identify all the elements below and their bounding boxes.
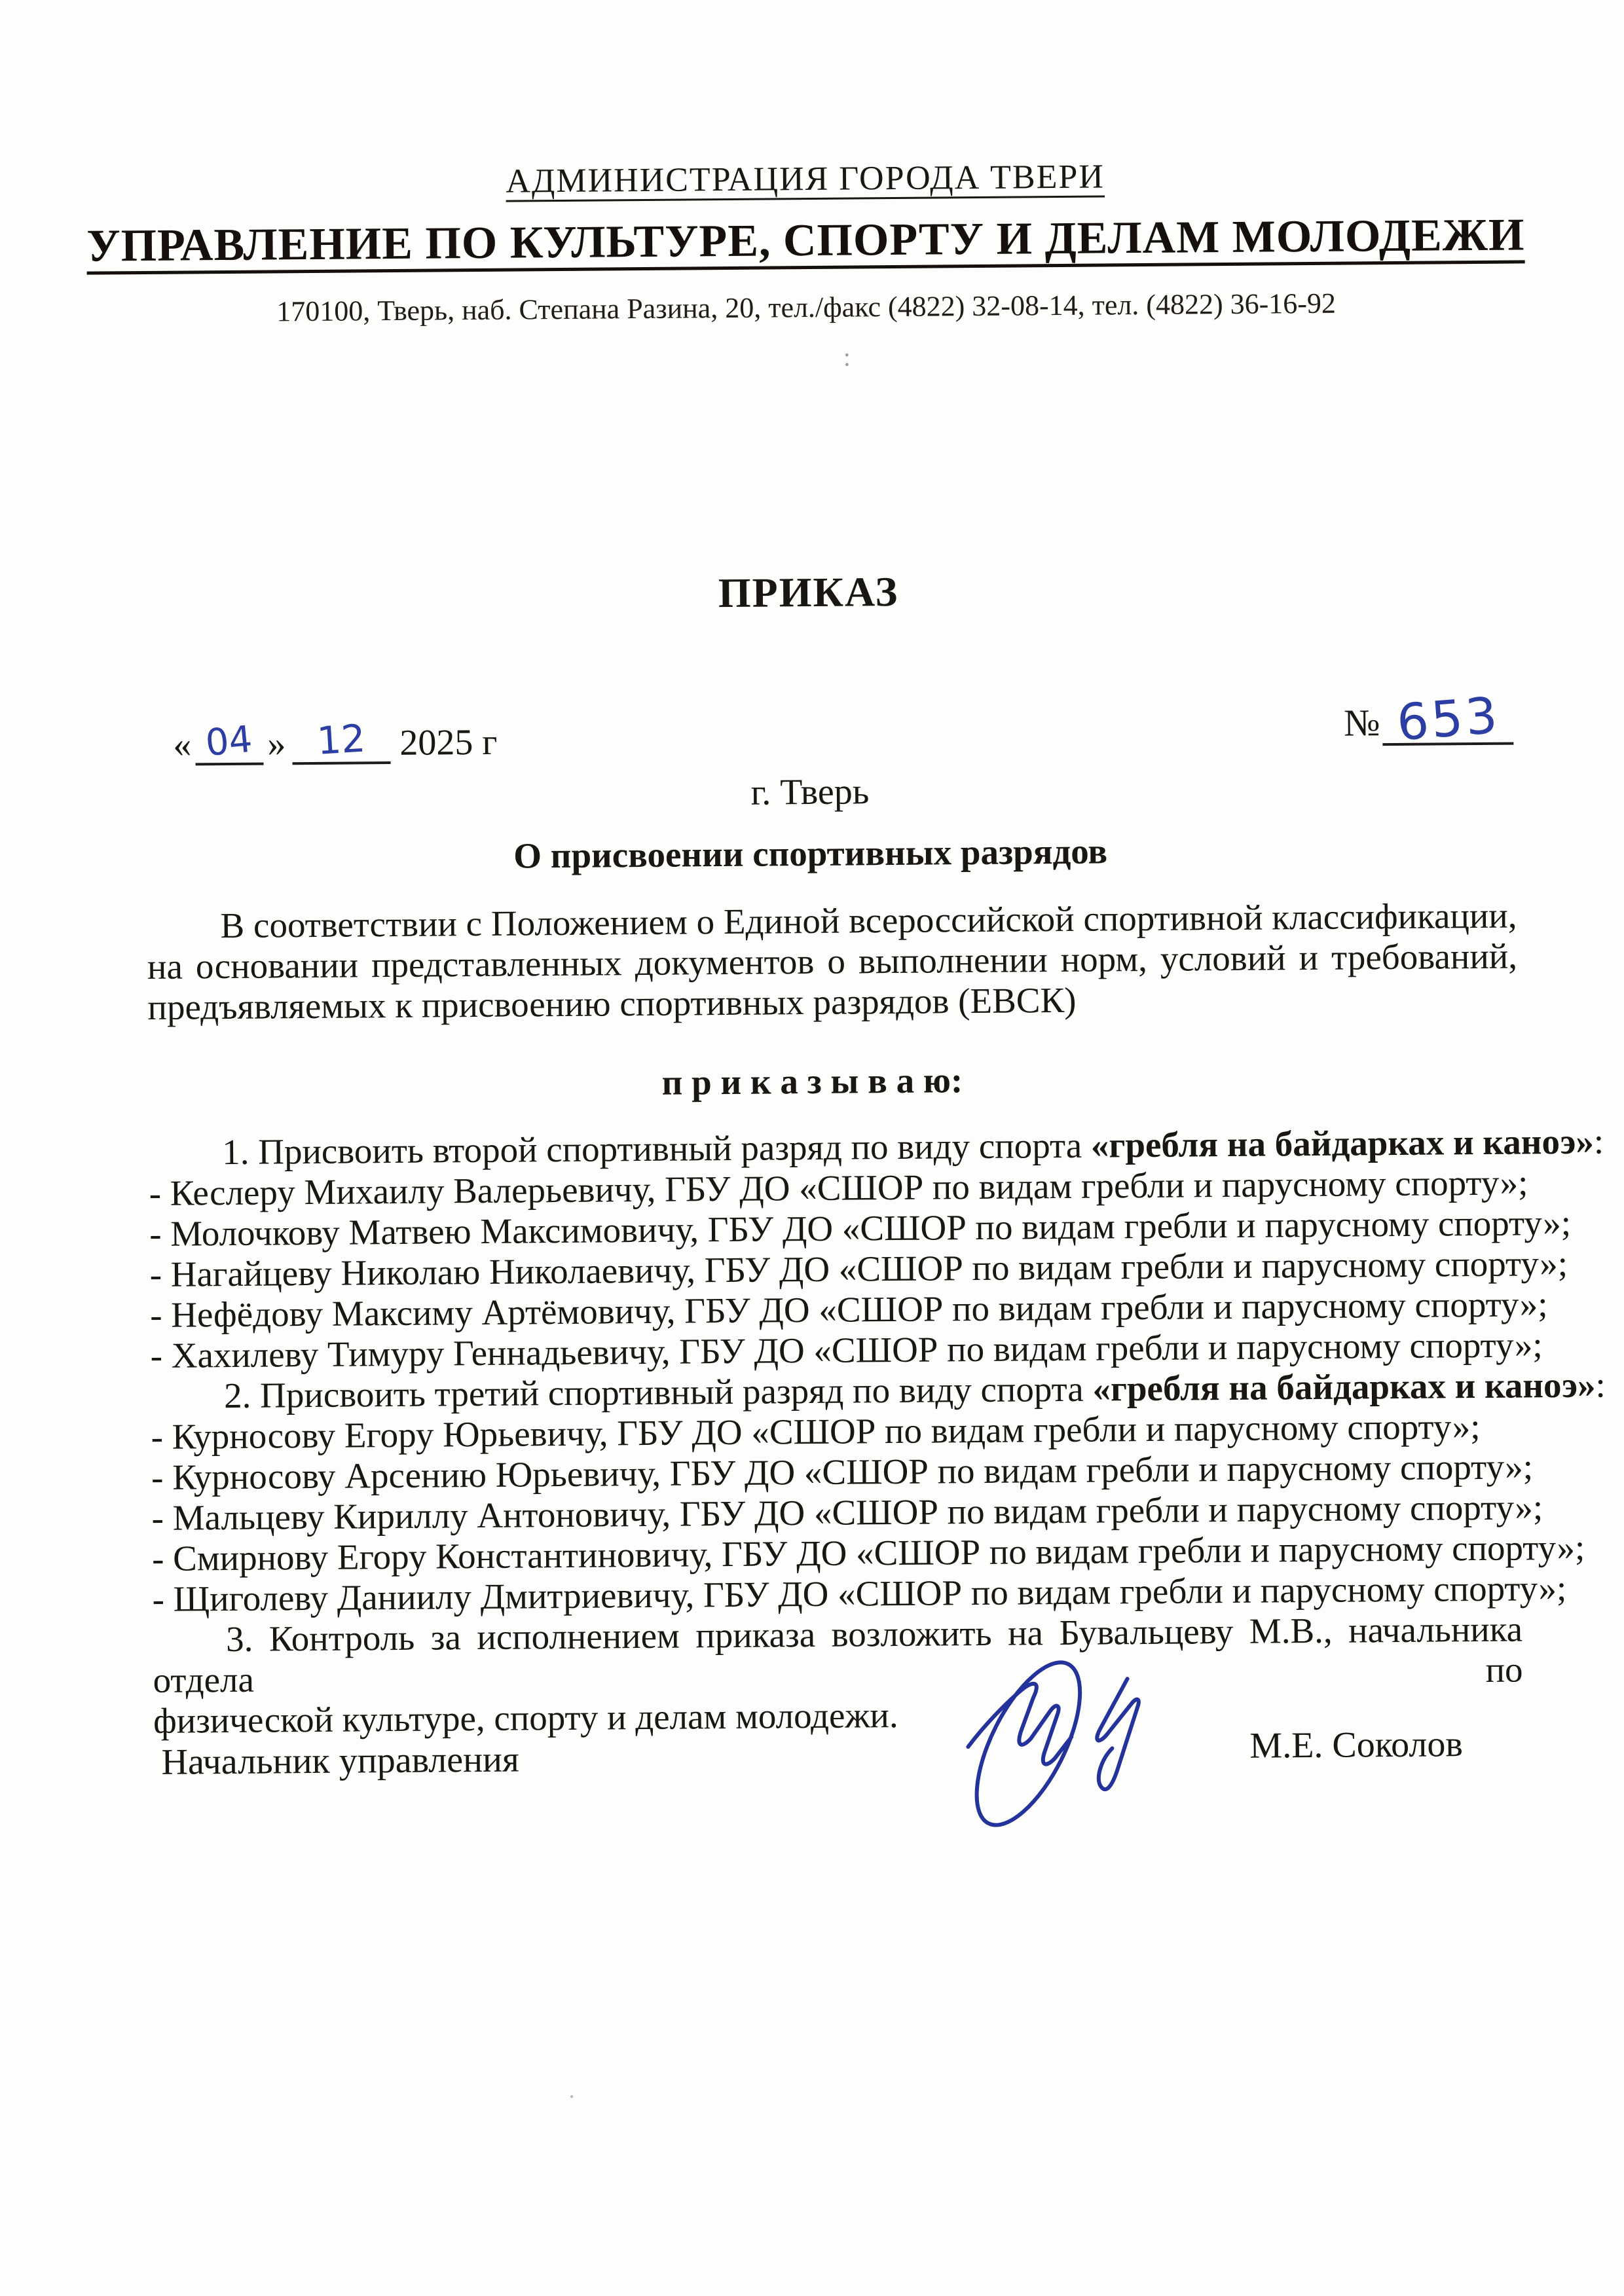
athlete-line: - Курносову Арсению Юрьевичу, ГБУ ДО «СШОР по видам гребли и парусному спорту»; <box>151 1446 1534 1497</box>
athlete-line: - Мальцеву Кириллу Антоновичу, ГБУ ДО «СШОР по видам гребли и парусному спорту»; <box>151 1487 1543 1538</box>
item1-sport-bold: «гребля на байдарках и каноэ» <box>1090 1121 1595 1165</box>
item2-colon: : <box>1595 1364 1606 1405</box>
scan-artifact: . <box>568 2076 575 2103</box>
handwritten-signature <box>941 1633 1159 1851</box>
date-line <box>173 716 498 766</box>
athlete-line: - Щиголеву Даниилу Дмитриевичу, ГБУ ДО «СШОР по видам гребли и парусному спорту»; <box>152 1567 1567 1619</box>
athlete-line: - Кеслеру Михаилу Валерьевичу, ГБУ ДО «СШОР по видам гребли и парусному спорту»; <box>149 1162 1528 1213</box>
handwritten-month: 12 <box>316 716 367 763</box>
athlete-line: - Хахилеву Тимуру Геннадьевичу, ГБУ ДО «СШОР по видам гребли и парусному спорту»; <box>150 1324 1543 1376</box>
date-day-blank <box>195 718 263 766</box>
preamble-line: на основании представленных документов о выполнении норм, условий и требований, <box>147 936 1518 987</box>
order-body <box>149 1121 1606 1741</box>
document-type-title: ПРИКАЗ <box>718 568 899 617</box>
item2-sport-bold: «гребля на байдарках и каноэ» <box>1092 1364 1596 1409</box>
handwritten-day: 04 <box>204 718 255 765</box>
organization-address: 170100, Тверь, наб. Степана Разина, 20, тел./факс (4822) 32-08-14, тел. (4822) 36-16-92 <box>276 287 1337 328</box>
order-item-3-line2: физической культуре, спорту и делам молодежи. <box>153 1694 898 1741</box>
signer-position: Начальник управления <box>161 1739 519 1783</box>
number-blank <box>1382 685 1514 752</box>
document-number-line <box>1343 685 1514 752</box>
item2-text: 2. Присвоить третий спортивный разряд по виду спорта <box>223 1368 1093 1416</box>
parent-organization-name: АДМИНИСТРАЦИЯ ГОРОДА ТВЕРИ <box>506 158 1105 200</box>
athlete-line: - Молочкову Матвею Максимовичу, ГБУ ДО «СШОР по видам гребли и парусному спорту»; <box>149 1202 1572 1254</box>
preamble-line: предъявляемых к присвоению спортивных разрядов (ЕВСК) <box>147 979 1077 1027</box>
date-close-quote: » <box>267 723 286 765</box>
order-item-3-line1: 3. Контроль за исполнением приказа возложить на Бувальцеву М.В., начальника отдела по <box>153 1609 1523 1700</box>
item1-colon: : <box>1593 1121 1604 1161</box>
place-line: г. Тверь <box>750 771 870 813</box>
athlete-line: - Нагайцеву Николаю Николаевичу, ГБУ ДО «СШОР по видам гребли и парусному спорту»; <box>149 1243 1568 1294</box>
athlete-line: - Нефёдову Максиму Артёмовичу, ГБУ ДО «СШОР по видам гребли и парусному спорту»; <box>149 1284 1548 1335</box>
item1-text: 1. Присвоить второй спортивный разряд по виду спорта <box>221 1125 1092 1173</box>
date-month-blank <box>292 716 390 765</box>
preamble-paragraph <box>147 896 1517 1028</box>
handwritten-number: 653 <box>1394 685 1502 752</box>
athlete-line: - Смирнову Егору Константиновичу, ГБУ ДО «СШОР по видам гребли и парусному спорту»; <box>151 1527 1585 1578</box>
preamble-line: В соответствии с Положением о Единой всероссийской спортивной классификации, <box>220 895 1517 946</box>
number-sign: № <box>1343 701 1380 744</box>
date-open-quote: « <box>173 724 192 765</box>
order-verb-heading: п р и к а з ы в а ю: <box>661 1060 963 1102</box>
date-year: 2025 г <box>399 721 498 763</box>
athlete-line: - Курносову Егору Юрьевичу, ГБУ ДО «СШОР по видам гребли и парусному спорту»; <box>151 1406 1481 1457</box>
signer-name: М.Е. Соколов <box>1249 1724 1464 1766</box>
subject-heading: О присвоении спортивных разрядов <box>513 831 1108 876</box>
scan-artifact: : <box>843 342 851 372</box>
organization-name: УПРАВЛЕНИЕ ПО КУЛЬТУРЕ, СПОРТУ И ДЕЛАМ МОЛОДЕЖИ <box>86 210 1525 272</box>
